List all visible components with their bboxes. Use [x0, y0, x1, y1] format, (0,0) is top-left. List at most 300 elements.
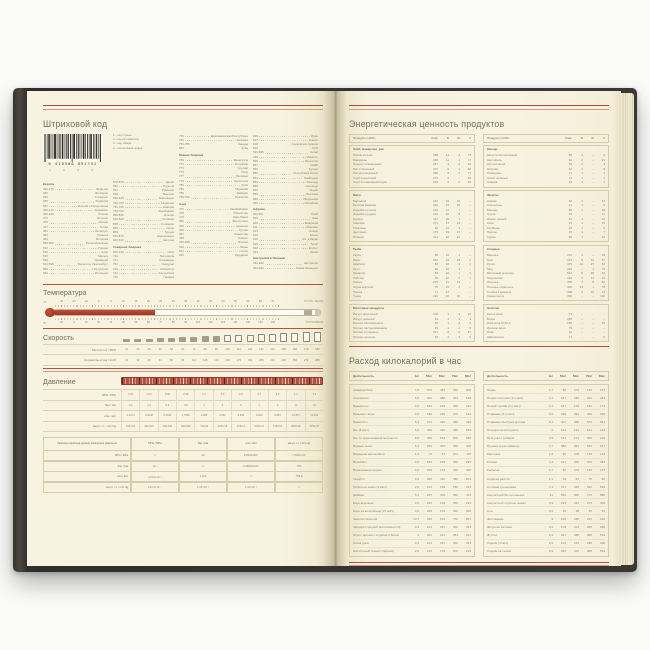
dotted-leader: [191, 198, 235, 199]
food-cell: 7: [603, 230, 605, 235]
activity-cell: 5,4: [414, 419, 419, 424]
conversion-col-header: МПа / MPa: [131, 437, 180, 451]
activity-cell: 219: [439, 500, 445, 505]
country-name: Исландия: [94, 270, 108, 275]
food-section: [349, 145, 475, 188]
dotted-leader: [185, 181, 233, 182]
food-cell: 96: [434, 266, 438, 271]
activity-cell: 196: [426, 411, 432, 416]
fahrenheit-value: 32: [97, 321, 100, 325]
country-name: Боливия: [236, 174, 248, 179]
food-cell: 1: [581, 225, 583, 230]
dotted-leader: [185, 169, 237, 170]
celsius-value: 50: [221, 300, 225, 304]
activity-cell: 554: [465, 427, 471, 432]
country-code: 520: [43, 245, 48, 250]
dotted-leader: [119, 269, 159, 270]
food-cell: 75: [568, 325, 572, 330]
food-cell: –: [592, 171, 594, 176]
food-cell: –: [592, 198, 594, 203]
country-name: Новая Зеландия: [295, 265, 318, 270]
food-cell: 21: [445, 280, 449, 285]
dotted-leader: [259, 232, 308, 233]
food-cell: –: [469, 294, 471, 299]
food-cell: 9: [581, 271, 583, 276]
activity-cell: Водные лыжи: [353, 444, 373, 449]
food-cell: 564: [567, 271, 572, 276]
activity-cell: 132: [426, 484, 432, 489]
activity-cell: 394: [573, 411, 579, 416]
activity-cell: 87: [441, 452, 445, 457]
activity-cell: 103: [573, 468, 579, 473]
activity-cell: Пешая прогулка (3,2 км/ч): [487, 395, 524, 400]
food-cell: –: [603, 325, 605, 330]
food-cell: 35: [601, 321, 605, 326]
pressure-value: 0,7896: [176, 410, 194, 421]
activity-cell: 454: [439, 387, 445, 392]
pressure-scale-table: [43, 389, 323, 432]
activity-row: [353, 547, 471, 555]
dotted-leader: [259, 149, 311, 150]
country-code: 840-849: [113, 217, 124, 222]
food-cell: 49: [434, 321, 438, 326]
activity-cell: 770: [586, 492, 592, 497]
food-cell: 10: [590, 257, 594, 262]
food-cell: 6: [603, 225, 605, 230]
food-cell: Макароны: [353, 157, 367, 162]
food-cell: –: [469, 212, 471, 217]
activity-cell: 4,6: [414, 508, 419, 513]
food-cell: 1: [581, 221, 583, 226]
country-name: Кот-д'Ивуар: [302, 237, 318, 242]
activity-cell: 526: [599, 411, 605, 416]
country-code: 786: [179, 191, 184, 196]
country-name: Иордания: [234, 253, 248, 258]
country-code-row: [253, 201, 318, 205]
country-name: Китай: [310, 150, 318, 155]
country-code: 489: [179, 236, 184, 241]
activity-row: [353, 434, 471, 442]
country-name: Армения: [236, 223, 248, 228]
food-cell: 2: [458, 321, 460, 326]
dotted-leader: [259, 140, 308, 141]
food-cell: 3: [458, 312, 460, 317]
country-name: Норвегия: [161, 200, 174, 205]
speed-square: [190, 337, 197, 342]
activity-cell: 4,4: [548, 460, 553, 465]
activity-cell: 201: [426, 533, 432, 538]
food-cell: –: [592, 253, 594, 258]
activity-cell: 121: [573, 427, 579, 432]
dotted-leader: [125, 199, 158, 200]
food-cell: 65: [467, 175, 471, 180]
food-cell: 52: [601, 262, 605, 267]
country-code: 387: [43, 203, 48, 208]
country-name: Филиппины: [232, 219, 248, 224]
country-name: Франция: [96, 186, 108, 191]
food-cell: Варенье: [487, 253, 499, 258]
food-cell: Апельсины: [487, 203, 502, 208]
conversion-col-header: бар / bar: [179, 437, 228, 451]
food-cell: 16: [445, 262, 449, 267]
dotted-leader: [185, 235, 234, 236]
speed-value: 150: [281, 348, 286, 352]
country-name: Ливан: [239, 244, 248, 249]
speed-value: 240: [281, 358, 286, 362]
activity-cell: Бег (8 км/ч): [353, 427, 369, 432]
barcode-legend-line: 4 – контрольная цифра: [113, 146, 143, 150]
food-section-title: Фрукты: [487, 192, 499, 197]
activity-cell: 6,9: [414, 427, 419, 432]
country-code: 885: [253, 179, 258, 184]
country-code: 893: [253, 192, 258, 197]
calorie-col-header: 70кг: [451, 374, 458, 379]
celsius-unit-label: °C: [43, 299, 47, 304]
food-cell: 16: [445, 271, 449, 276]
temperature-title: Температура: [43, 287, 87, 297]
food-cell: 16: [445, 253, 449, 258]
dotted-leader: [55, 215, 98, 216]
country-code: 940-949: [253, 265, 264, 270]
dotted-leader: [259, 195, 306, 196]
food-section: [349, 304, 475, 342]
conversion-value: 1,013: [179, 471, 228, 482]
fahrenheit-value: 140: [245, 321, 251, 325]
food-cell: 274: [433, 221, 438, 226]
conversion-value: 1,32×10⁻³: [227, 482, 276, 493]
fahrenheit-value: 50: [121, 321, 125, 325]
food-cell: 25: [445, 216, 449, 221]
food-cell: 19: [590, 289, 594, 294]
barcode-legend-line: 2 – код изготовителя: [113, 138, 139, 141]
celsius-value: 15: [134, 300, 138, 304]
food-cell: Молоко сгущённое: [353, 330, 379, 335]
pressure-value: 0,5922: [158, 410, 176, 421]
country-code: 880: [253, 171, 258, 176]
food-cell: Индейка (голень): [353, 207, 377, 212]
activity-cell: 304: [439, 444, 445, 449]
barcode-markers: [43, 168, 99, 172]
food-cell: 19: [445, 234, 449, 239]
food-cell: 247: [433, 162, 438, 167]
food-cell: –: [581, 330, 583, 335]
dotted-leader: [119, 278, 163, 279]
food-cell: 270: [433, 166, 438, 171]
food-cell: 16: [456, 294, 460, 299]
activity-cell: 643: [439, 517, 445, 522]
activity-cell: 107: [560, 403, 566, 408]
food-cell: –: [469, 230, 471, 235]
food-cell: Пиво: [487, 330, 494, 335]
food-cell: –: [603, 312, 605, 317]
dotted-leader: [49, 252, 101, 253]
fahrenheit-value: -22: [59, 321, 64, 325]
food-cell: –: [581, 294, 583, 299]
celsius-scale: [55, 300, 279, 303]
dotted-leader: [119, 273, 158, 274]
activity-cell: Футбол: [487, 533, 498, 538]
activity-cell: 514: [439, 436, 445, 441]
speed-value: 60: [181, 348, 185, 352]
food-cell: 1: [581, 230, 583, 235]
country-code: 486: [179, 227, 184, 232]
pressure-value: 0,1974: [121, 410, 139, 421]
fahrenheit-row: [43, 320, 323, 326]
activity-cell: 7,7: [548, 444, 553, 449]
food-cell: 5: [603, 153, 605, 158]
activity-cell: 129: [560, 541, 566, 546]
food-cell: 8: [592, 280, 594, 285]
speed-value: 30: [147, 348, 151, 352]
country-name: Украина: [96, 233, 108, 238]
speed-square-cell: [188, 331, 199, 342]
food-cell: –: [592, 166, 594, 171]
country-code-row: [43, 271, 108, 275]
pressure-value: 0,6: [158, 400, 176, 411]
food-cell: 11: [456, 230, 460, 235]
country-name: Кувейт: [308, 137, 318, 142]
activity-cell: 2,6: [414, 484, 419, 489]
activity-cell: 371: [560, 484, 566, 489]
activity-cell: 5,1: [414, 444, 419, 449]
country-code: 744: [113, 270, 118, 275]
conversion-col-header: мм рт. ст. / mm Hg: [275, 437, 324, 451]
activity-cell: 388: [439, 395, 445, 400]
calorie-table-body: [483, 384, 609, 557]
country-code: 859: [113, 225, 118, 230]
food-col-header: Ккал: [431, 136, 438, 141]
speed-value: 160: [225, 358, 230, 362]
activity-cell: 536: [426, 517, 432, 522]
dotted-leader: [185, 251, 239, 252]
activity-cell: 251: [599, 395, 605, 400]
country-name: Латвия: [98, 220, 108, 225]
country-name: Беларусь: [95, 228, 108, 233]
dotted-leader: [259, 182, 306, 183]
food-cell: 71: [568, 334, 572, 339]
pressure-value: 0,02: [121, 389, 139, 400]
activity-cell: 310: [586, 460, 592, 465]
activity-cell: 45: [588, 508, 592, 513]
activity-cell: 75: [588, 476, 592, 481]
activity-cell: 309: [599, 500, 605, 505]
conversion-row-label: МПа / MPa: [43, 450, 132, 461]
country-name: Великобритания: [85, 241, 108, 246]
food-row: [487, 180, 605, 185]
activity-cell: 343: [465, 525, 471, 530]
region-header: Африка: [253, 207, 265, 212]
country-code: 884: [253, 175, 258, 180]
country-name: Канада: [238, 142, 248, 146]
activity-cell: Пение: [487, 387, 496, 392]
food-cell: –: [592, 221, 594, 226]
country-name: Ирландия: [94, 258, 108, 263]
food-cell: –: [592, 212, 594, 217]
food-cell: 167: [433, 216, 438, 221]
activity-row: [353, 506, 471, 514]
food-cell: 368: [433, 153, 438, 158]
activity-cell: 355: [452, 444, 458, 449]
food-cell: 1: [469, 271, 471, 276]
country-code: 740: [113, 254, 118, 259]
food-cell: 5: [581, 289, 583, 294]
celsius-formula: t°C=(t°F−32)×5/9: [303, 300, 323, 304]
food-cell: –: [592, 234, 594, 239]
food-cell: 13: [456, 280, 460, 285]
speed-square-cell: [166, 331, 177, 342]
country-code: 380: [43, 190, 48, 195]
food-cell: 80: [568, 207, 572, 212]
activity-cell: Поездка на мотоцикле: [487, 427, 519, 432]
dotted-leader: [185, 190, 234, 191]
activity-cell: 3,6: [414, 500, 419, 505]
speed-square: [303, 332, 310, 342]
calorie-tables: [349, 371, 609, 556]
food-col-header: Ж: [457, 136, 460, 141]
conversion-value: 1: [227, 471, 276, 482]
food-cell: 226: [433, 294, 438, 299]
pressure-value: 0,8: [176, 400, 194, 411]
dotted-leader: [49, 248, 98, 249]
country-name: Аргентина: [234, 178, 248, 183]
country-name: Италия: [164, 213, 174, 218]
country-code: 745: [113, 275, 118, 280]
activity-cell: 274: [439, 508, 445, 513]
celsius-value: -30: [59, 300, 64, 304]
speed-table-row: [43, 344, 323, 355]
food-cell: 5: [603, 166, 605, 171]
country-name: Молдова: [95, 237, 108, 242]
activity-cell: 750: [452, 517, 458, 522]
country-name: Мексика: [236, 137, 248, 142]
activity-cell: 1,7: [548, 468, 553, 473]
activity-cell: Сон: [487, 508, 493, 513]
activity-cell: 241: [439, 533, 445, 538]
speed-square: [247, 335, 254, 342]
country-code: 779: [179, 178, 184, 183]
dotted-leader: [185, 209, 229, 210]
activity-cell: 32: [562, 508, 566, 513]
dotted-leader: [125, 216, 164, 217]
calorie-col-header: 80кг: [598, 374, 605, 379]
activity-cell: 320: [452, 468, 458, 473]
activity-cell: 211: [466, 484, 471, 489]
food-cell: 19: [445, 230, 449, 235]
dotted-leader: [259, 244, 309, 245]
activity-cell: 182: [426, 500, 432, 505]
speed-square-cell: [121, 331, 132, 342]
country-name: Перу: [241, 170, 248, 175]
activity-cell: 115: [466, 452, 471, 457]
activity-row: [487, 482, 605, 490]
food-cell: 1: [581, 166, 583, 171]
barcode-section-title: Штриховой код: [43, 118, 108, 129]
country-name: Маврикий: [304, 220, 318, 225]
speed-square-cell: [177, 331, 188, 342]
country-code: 858: [113, 221, 118, 226]
activity-cell: 485: [452, 427, 458, 432]
celsius-value: 10: [121, 300, 125, 304]
speed-square-cell: [155, 331, 166, 342]
activity-cell: 2,6: [548, 541, 553, 546]
food-cell: 2: [581, 157, 583, 162]
calorie-col-header: 50кг: [425, 374, 432, 379]
calorie-col-header: 50кг: [559, 374, 566, 379]
speed-row-label: Мили в час / MPH: [92, 347, 116, 352]
pressure-value: 8250,66: [286, 421, 304, 432]
speed-square-cell: [244, 331, 255, 342]
food-cell: 240: [567, 275, 572, 280]
country-code: 477: [43, 224, 48, 229]
food-cell: Индейка (грудка): [353, 212, 376, 217]
food-cell: 1: [581, 198, 583, 203]
food-cell: 26: [601, 275, 605, 280]
country-code: 485: [179, 223, 184, 228]
pressure-value: 9750,78: [305, 421, 323, 432]
speed-square: [235, 335, 242, 342]
food-cell: 19: [601, 207, 605, 212]
food-cell: –: [469, 280, 471, 285]
activity-cell: 154: [573, 541, 579, 546]
pressure-row-label: МПа / MPa: [43, 389, 121, 400]
activity-row: [487, 466, 605, 474]
food-cell: 1: [458, 253, 460, 258]
activity-cell: 270: [586, 500, 592, 505]
activity-cell: 234: [465, 549, 471, 554]
country-code: 594: [113, 188, 118, 192]
activity-cell: 271: [426, 419, 432, 424]
activity-cell: 429: [426, 436, 432, 441]
food-cell: –: [592, 316, 594, 321]
food-cell: 79: [467, 153, 471, 158]
activity-cell: 514: [599, 533, 605, 538]
activity-cell: 857: [465, 517, 471, 522]
country-name: Сальвадор: [159, 258, 174, 263]
pressure-value: 8,883: [268, 410, 286, 421]
speed-square-cell: [301, 331, 312, 342]
notebook-spread: [13, 88, 637, 572]
food-cell: Лапша яичная: [353, 153, 373, 158]
activity-cell: Игра с детьми с ходьбой и бегом: [353, 533, 399, 538]
dotted-leader: [125, 241, 162, 242]
food-section-title: Напитки: [487, 306, 500, 311]
activity-cell: 4,6: [414, 468, 419, 473]
country-name: Гана: [311, 216, 318, 221]
food-cell: 71: [568, 312, 572, 317]
food-cell: 406: [567, 284, 572, 289]
activity-cell: Аквааэробика: [353, 387, 373, 392]
activity-cell: 157: [560, 395, 566, 400]
activity-cell: 1,8: [548, 452, 553, 457]
pressure-value: 11: [286, 400, 304, 411]
dotted-leader: [259, 227, 306, 228]
food-cell: 9: [447, 175, 449, 180]
celsius-value: 30: [171, 300, 175, 304]
food-cell: 2: [603, 180, 605, 185]
dotted-leader: [259, 240, 301, 241]
right-page: [335, 91, 621, 566]
dotted-leader: [185, 226, 235, 227]
country-code: 479: [179, 215, 184, 220]
food-cell: 77: [467, 171, 471, 176]
food-cell: 48: [467, 180, 471, 185]
activity-cell: 386: [560, 444, 566, 449]
dotted-leader: [185, 230, 238, 231]
food-cell: 57: [601, 257, 605, 262]
food-cell: 134: [433, 212, 438, 217]
speed-value: 160: [292, 348, 298, 352]
activity-cell: 150: [560, 517, 566, 522]
